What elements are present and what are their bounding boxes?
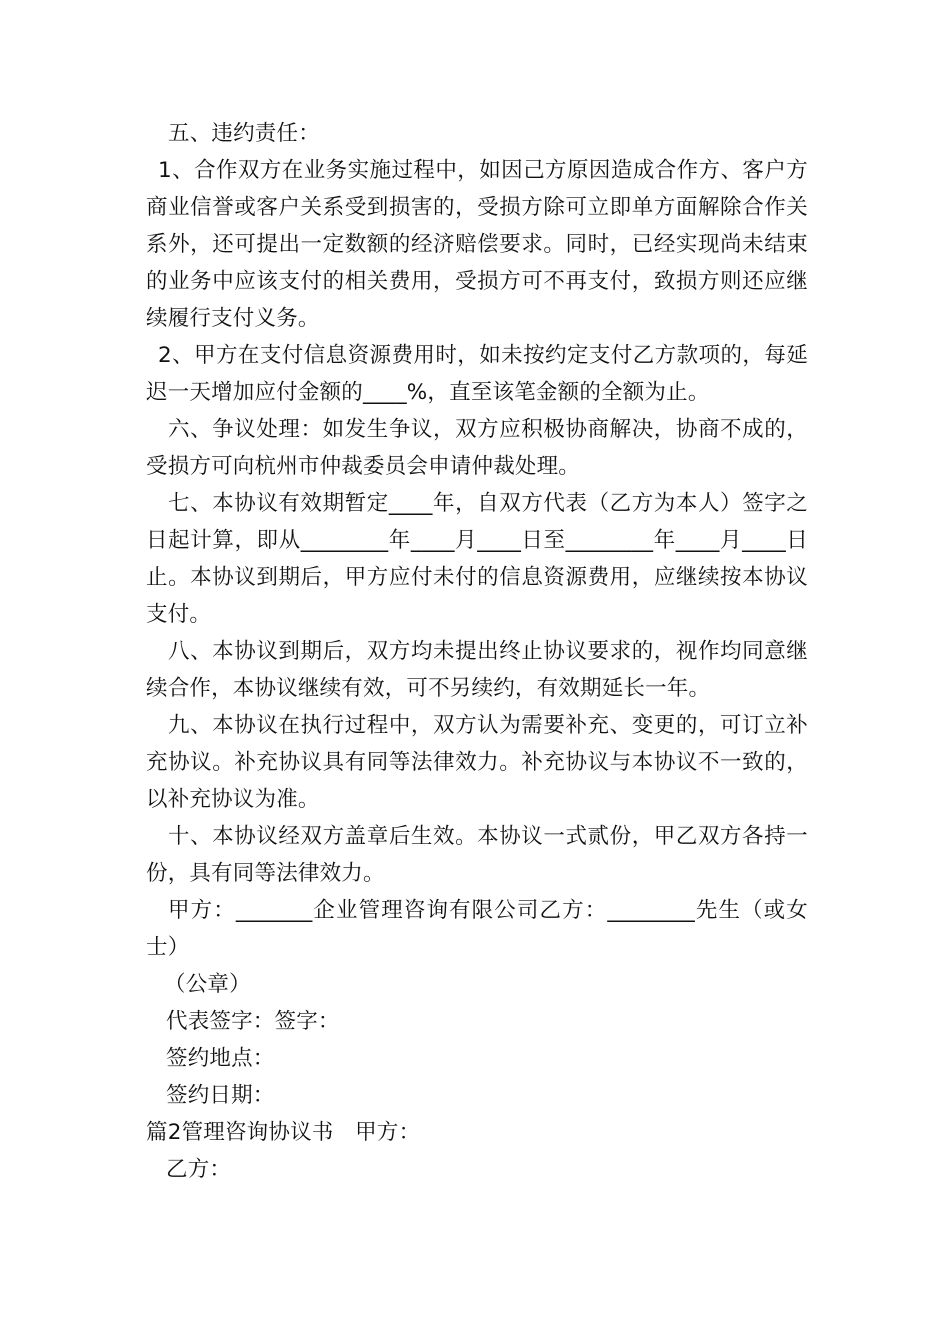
clause-8: 八、本协议到期后，双方均未提出终止协议要求的，视作均同意继续合作，本协议继续有效，可不另续约，有效期延长一年。 [146, 639, 808, 701]
parties-line: 甲方：_______企业管理咨询有限公司乙方：________先生（或女士） [146, 898, 808, 960]
seal-line: （公章） [164, 972, 251, 997]
clause-5-heading: 五、违约责任： [168, 121, 320, 146]
signing-place-line: 签约地点： [166, 1046, 275, 1071]
section-heading: 篇2管理咨询协议书 甲方： [146, 1120, 421, 1145]
representative-signature-line: 代表签字：签字： [166, 1009, 340, 1034]
party-b-line: 乙方： [166, 1157, 232, 1182]
clause-7: 七、本协议有效期暂定____年，自双方代表（乙方为本人）签字之日起计算，即从________年____月____日至________年____月____日止。本协议到期后，甲方应付未付的信息资源费用，应继续按本协议支付。 [146, 491, 808, 627]
document-body [146, 115, 808, 1188]
clause-5-item-1: 1、合作双方在业务实施过程中，如因己方原因造成合作方、客户方商业信誉或客户关系受到损害的，受损方除可立即单方面解除合作关系外，还可提出一定数额的经济赔偿要求。同时，已经实现尚未结束的业务中应该支付的相关费用，受损方可不再支付，致损方则还应继续履行支付义务。 [146, 158, 808, 331]
clause-6: 六、争议处理：如发生争议，双方应积极协商解决，协商不成的，受损方可向杭州市仲裁委员会申请仲裁处理。 [146, 417, 808, 479]
clause-9: 九、本协议在执行过程中，双方认为需要补充、变更的，可订立补充协议。补充协议具有同等法律效力。补充协议与本协议不一致的，以补充协议为准。 [146, 713, 808, 812]
clause-5-item-2: 2、甲方在支付信息资源费用时，如未按约定支付乙方款项的，每延迟一天增加应付金额的____%，直至该笔金额的全额为止。 [146, 343, 808, 405]
signing-date-line: 签约日期： [166, 1083, 275, 1108]
clause-10: 十、本协议经双方盖章后生效。本协议一式贰份，甲乙双方各持一份，具有同等法律效力。 [146, 824, 808, 886]
